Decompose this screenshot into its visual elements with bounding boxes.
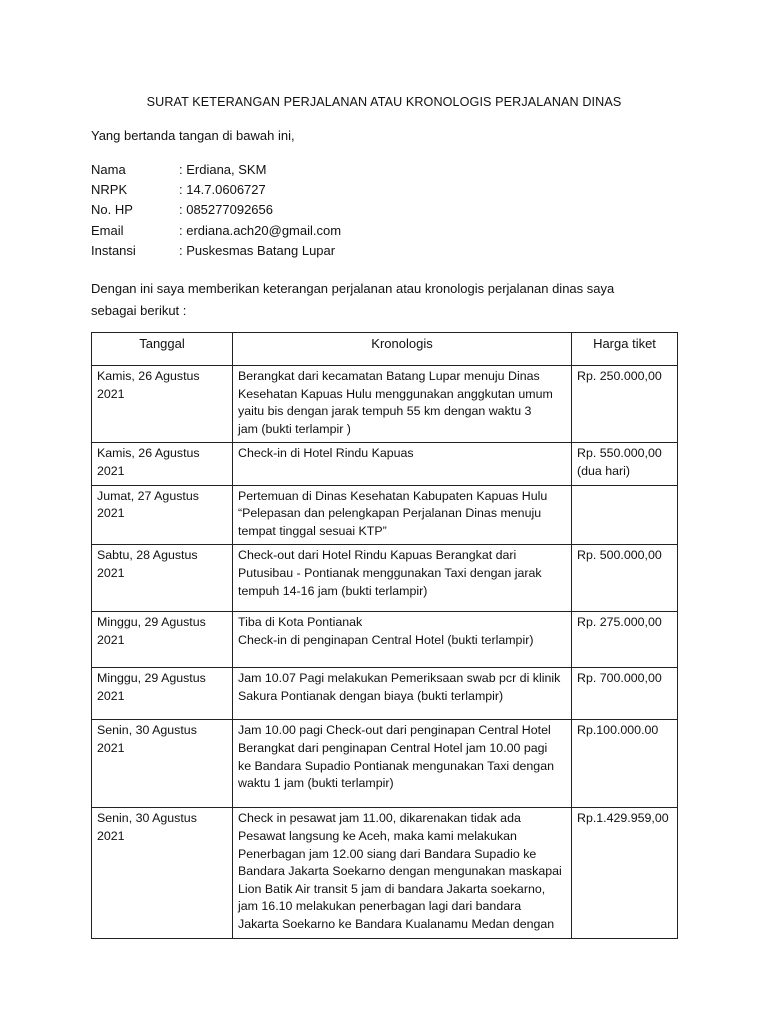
price-cell: Rp. 250.000,00 [572,366,678,443]
header-price: Harga tiket [572,333,678,366]
chronology-cell: Jam 10.07 Pagi melakukan Pemeriksaan swab pcr di klinik Sakura Pontianak dengan biaya (bukti terlampir) [233,668,572,720]
date-cell: Minggu, 29 Agustus 2021 [92,668,233,720]
identity-row-nrpk [91,180,341,200]
table-row [92,443,678,485]
date-cell: Kamis, 26 Agustus 2021 [92,366,233,443]
date-cell: Jumat, 27 Agustus 2021 [92,485,233,545]
chronology-cell: Check-out dari Hotel Rindu Kapuas Berangkat dari Putusibau - Pontianak menggunakan Taxi dengan jarak tempuh 14-16 jam (bukti terlampir) [233,545,572,612]
identity-label: NRPK [91,182,128,198]
price-cell: Rp. 500.000,00 [572,545,678,612]
identity-label: Email [91,222,124,238]
identity-label: Instansi [91,242,136,258]
date-cell: Kamis, 26 Agustus 2021 [92,443,233,485]
header-chronology: Kronologis [233,333,572,366]
table-row [92,366,678,443]
price-cell [572,485,678,545]
price-cell: Rp. 550.000,00 (dua hari) [572,443,678,485]
identity-value: : 14.7.0606727 [179,182,266,198]
chronology-cell: Check-in di Hotel Rindu Kapuas [233,443,572,485]
identity-row-phone [91,200,341,220]
intro-text: Yang bertanda tangan di bawah ini, [91,128,295,143]
table-row [92,720,678,808]
identity-label: No. HP [91,202,133,218]
table-row [92,612,678,668]
identity-row-name [91,160,341,180]
date-cell: Sabtu, 28 Agustus 2021 [92,545,233,612]
chronology-cell: Pertemuan di Dinas Kesehatan Kabupaten Kapuas Hulu “Pelepasan dan pelengkapan Perjalanan Dinas menuju tempat tinggal sesuai KTP” [233,485,572,545]
chronology-cell: Tiba di Kota Pontianak Check-in di penginapan Central Hotel (bukti terlampir) [233,612,572,668]
identity-value: : 085277092656 [179,202,273,218]
table-header-row [92,333,678,366]
price-cell: Rp. 275.000,00 [572,612,678,668]
chronology-table [91,332,678,939]
table-row [92,545,678,612]
identity-value: : Erdiana, SKM [179,162,267,177]
identity-value: : Puskesmas Batang Lupar [179,242,336,258]
table-row [92,808,678,938]
identity-value: : erdiana.ach20@gmail.com [179,222,342,238]
identity-block [91,160,341,261]
header-date: Tanggal [92,333,233,366]
identity-row-email [91,221,341,241]
identity-label: Nama [91,162,126,177]
document-title: SURAT KETERANGAN PERJALANAN ATAU KRONOLOGIS PERJALANAN DINAS [146,95,622,109]
statement-text: Dengan ini saya memberikan keterangan perjalanan atau kronologis perjalanan dinas saya sebagai berikut : [91,281,615,318]
date-cell: Minggu, 29 Agustus 2021 [92,612,233,668]
chronology-cell: Berangkat dari kecamatan Batang Lupar menuju Dinas Kesehatan Kapuas Hulu menggunakan anggkutan umum yaitu bis dengan jarak tempuh 55 km dengan waktu 3 jam (bukti terlampir ) [233,366,572,443]
chronology-cell: Jam 10.00 pagi Check-out dari penginapan Central Hotel Berangkat dari penginapan Central Hotel jam 10.00 pagi ke Bandara Supadio Pontianak mengunakan Taxi dengan waktu 1 jam (bukti terlampir) [233,720,572,808]
date-cell: Senin, 30 Agustus 2021 [92,720,233,808]
price-cell: Rp.100.000.00 [572,720,678,808]
identity-row-institution [91,241,341,261]
date-cell: Senin, 30 Agustus 2021 [92,808,233,938]
table-row [92,485,678,545]
table-row [92,668,678,720]
price-cell: Rp.1.429.959,00 [572,808,678,938]
chronology-cell: Check in pesawat jam 11.00, dikarenakan tidak ada Pesawat langsung ke Aceh, maka kami melakukan Penerbagan jam 12.00 siang dari Bandara Supadio ke Bandara Jakarta Soekarno dengan mengunakan maskapai Lion Batik Air transit 5 jam di bandara Jakarta soekarno, jam 16.10 melakukan penerbagan lagi dari bandara Jakarta Soekarno ke Bandara Kualanamu Medan dengan [233,808,572,938]
price-cell: Rp. 700.000,00 [572,668,678,720]
